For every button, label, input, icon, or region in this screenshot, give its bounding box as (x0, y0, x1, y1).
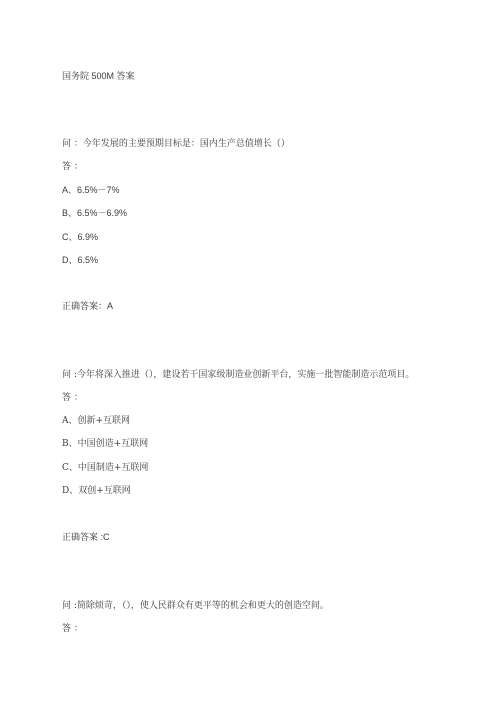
question-1-option-a: A、6.5%－7% (62, 185, 120, 195)
question-2-correct-answer: 正确答案 :C (62, 532, 110, 542)
question-1-correct-answer: 正确答案：A (62, 301, 114, 311)
question-1-answer-label: 答 ： (62, 162, 83, 172)
question-2-answer-label: 答 ： (62, 393, 83, 403)
document-title: 国务院 500M 答案 (62, 71, 135, 81)
question-2-option-d: D、双创+互联网 (62, 486, 131, 496)
question-1-text: 问 ：今年发展的主要预期目标是：国内生产总值增长（） (62, 139, 290, 149)
question-2-option-c: C、中国制造+互联网 (62, 463, 149, 473)
question-1-option-c: C、6.9% (62, 232, 99, 242)
question-1-option-d: D、6.5% (62, 255, 99, 265)
question-2-option-a: A、创新+互联网 (62, 416, 131, 426)
question-2-option-b: B、中国创造+互联网 (62, 439, 149, 449)
question-1-option-b: B、6.5%－6.9% (62, 208, 128, 218)
question-3-answer-label: 答 ： (62, 624, 83, 634)
question-2-text: 问 :今年将深入推进（），建设若干国家级制造业创新平台，实施一批智能制造示范项目。 (62, 370, 415, 380)
question-3-text: 问 :简除烦苛，（），使人民群众有更平等的机会和更大的创造空间。 (62, 601, 329, 611)
